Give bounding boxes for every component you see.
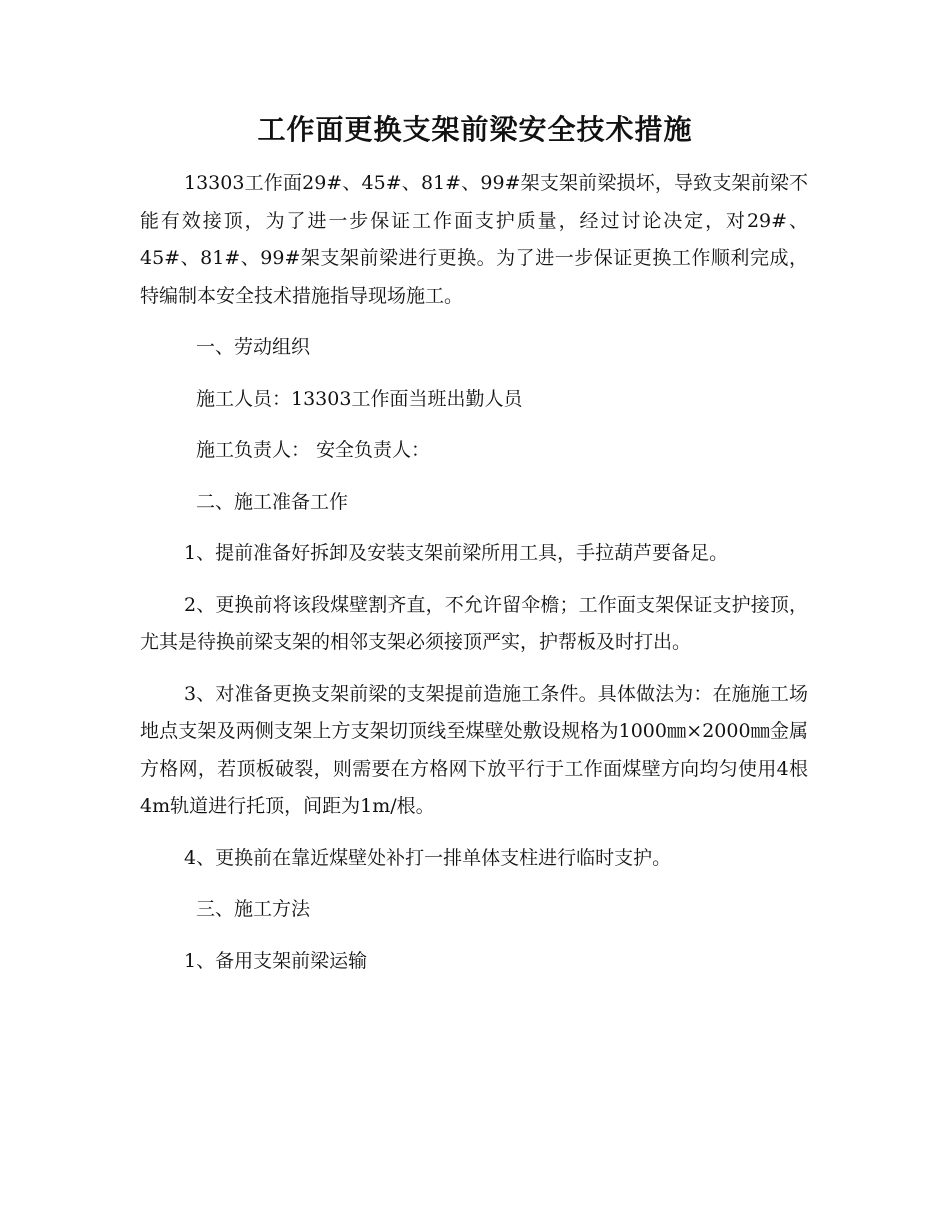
prep-item-1: 1、提前准备好拆卸及安装支架前梁所用工具，手拉葫芦要备足。 (184, 542, 729, 564)
leaders-line: 施工负责人： 安全负责人： (196, 439, 431, 461)
prep-item-4: 4、更换前在靠近煤壁处补打一排单体支柱进行临时支护。 (184, 846, 672, 869)
document-body (140, 165, 808, 980)
intro-paragraph: 13303工作面29#、45#、81#、99#架支架前梁损坏，导致支架前梁不能有效接顶，为了进一步保证工作面支护质量，经过讨论决定，对29#、45#、81#、99#架支架前梁进行更换。为了进一步保证更换工作顺利完成，特编制本安全技术措施指导现场施工。 (140, 172, 808, 307)
document-title: 工作面更换支架前梁安全技术措施 (257, 113, 693, 146)
section-heading-labor: 一、劳动组织 (196, 336, 311, 358)
method-item-1: 1、备用支架前梁运输 (184, 949, 368, 972)
workers-line: 施工人员：13303工作面当班出勤人员 (196, 387, 523, 410)
section-heading-method: 三、施工方法 (196, 898, 311, 920)
section-heading-preparation: 二、施工准备工作 (196, 490, 349, 513)
prep-item-3: 3、对准备更换支架前梁的支架提前造施工条件。具体做法为：在施施工场地点支架及两侧支架上方支架切顶线至煤壁处敷设规格为1000㎜×2000㎜金属方格网，若顶板破裂，则需要在方格网下放平行于工作面煤壁方向均匀使用4根4m轨道进行托顶，间距为1m/根。 (140, 682, 808, 817)
prep-item-2: 2、更换前将该段煤壁割齐直，不允许留伞檐；工作面支架保证支护接顶，尤其是待换前梁支架的相邻支架必须接顶严实，护帮板及时打出。 (140, 593, 808, 653)
